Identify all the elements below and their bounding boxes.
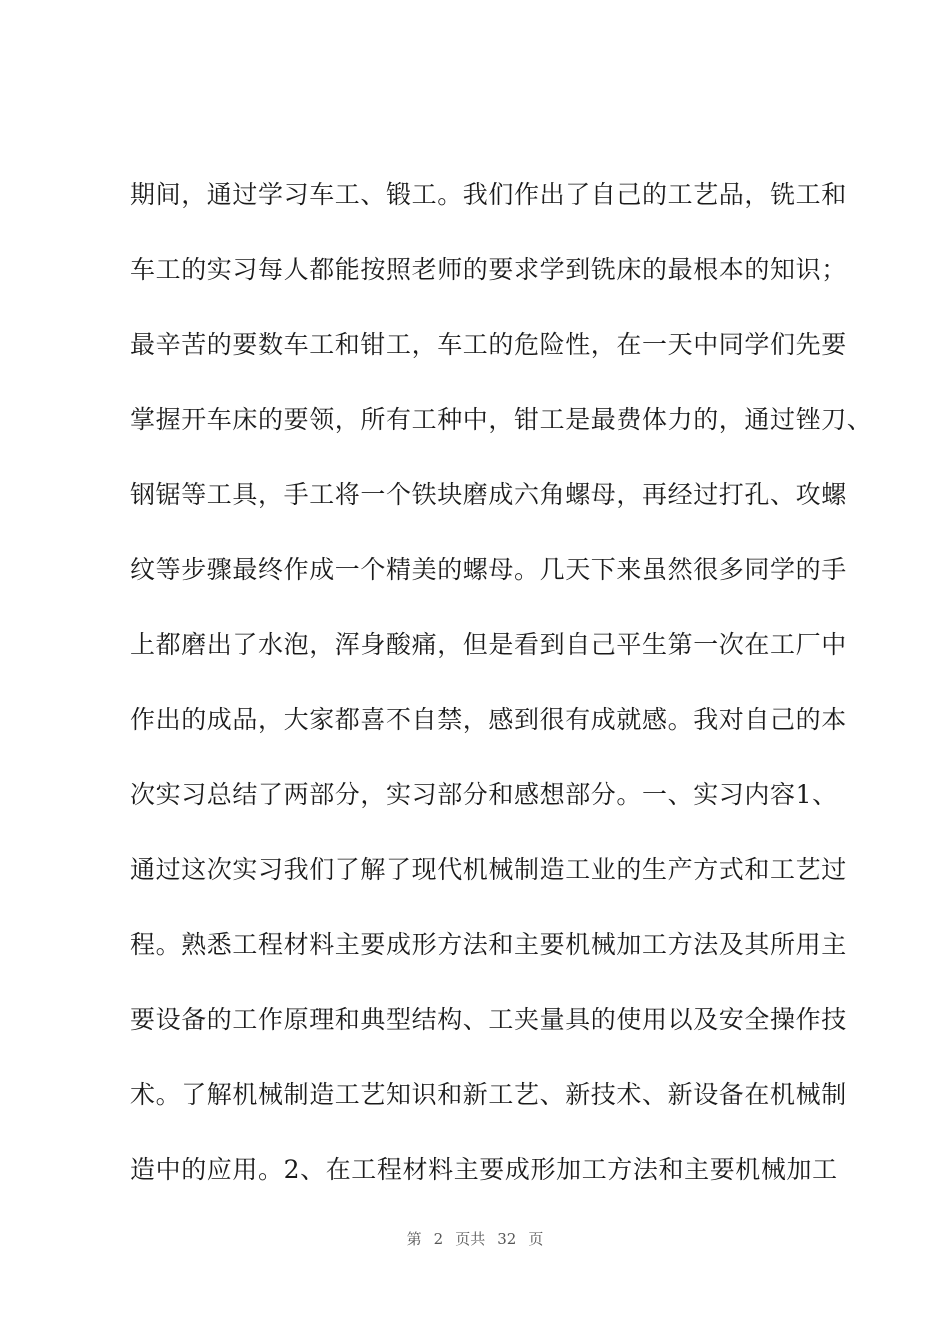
text-line-4: 掌握开车床的要领，所有工种中，钳工是最费体力的，通过锉刀、 — [130, 405, 873, 434]
text-line-2: 车工的实习每人都能按照老师的要求学到铣床的最根本的知识； — [130, 255, 847, 284]
page-footer — [0, 1228, 950, 1249]
footer-total-pages: 32 — [497, 1230, 517, 1248]
text-line-13: 术。了解机械制造工艺知识和新工艺、新技术、新设备在机械制 — [130, 1080, 847, 1109]
footer-current-page: 2 — [433, 1230, 444, 1248]
footer-suffix: 页 — [528, 1230, 544, 1248]
text-line-10: 通过这次实习我们了解了现代机械制造工业的生产方式和工艺过 — [130, 855, 847, 884]
footer-middle: 页共 — [455, 1230, 486, 1248]
text-line-1: 期间，通过学习车工、锻工。我们作出了自己的工艺品，铣工和 — [130, 180, 847, 209]
text-line-5: 钢锯等工具，手工将一个铁块磨成六角螺母，再经过打孔、攻螺 — [130, 480, 847, 509]
body-text — [130, 172, 890, 1222]
footer-prefix: 第 — [406, 1230, 422, 1248]
text-line-9: 次实习总结了两部分，实习部分和感想部分。一、实习内容1、 — [130, 780, 838, 809]
text-line-7: 上都磨出了水泡，浑身酸痛，但是看到自己平生第一次在工厂中 — [130, 630, 847, 659]
text-line-6: 纹等步骤最终作成一个精美的螺母。几天下来虽然很多同学的手 — [130, 555, 847, 584]
text-line-12: 要设备的工作原理和典型结构、工夹量具的使用以及安全操作技 — [130, 1005, 847, 1034]
text-line-8: 作出的成品，大家都喜不自禁，感到很有成就感。我对自己的本 — [130, 705, 847, 734]
text-line-14: 造中的应用。2、在工程材料主要成形加工方法和主要机械加工 — [130, 1155, 838, 1184]
text-line-11: 程。熟悉工程材料主要成形方法和主要机械加工方法及其所用主 — [130, 930, 847, 959]
text-line-3: 最辛苦的要数车工和钳工，车工的危险性，在一天中同学们先要 — [130, 330, 847, 359]
